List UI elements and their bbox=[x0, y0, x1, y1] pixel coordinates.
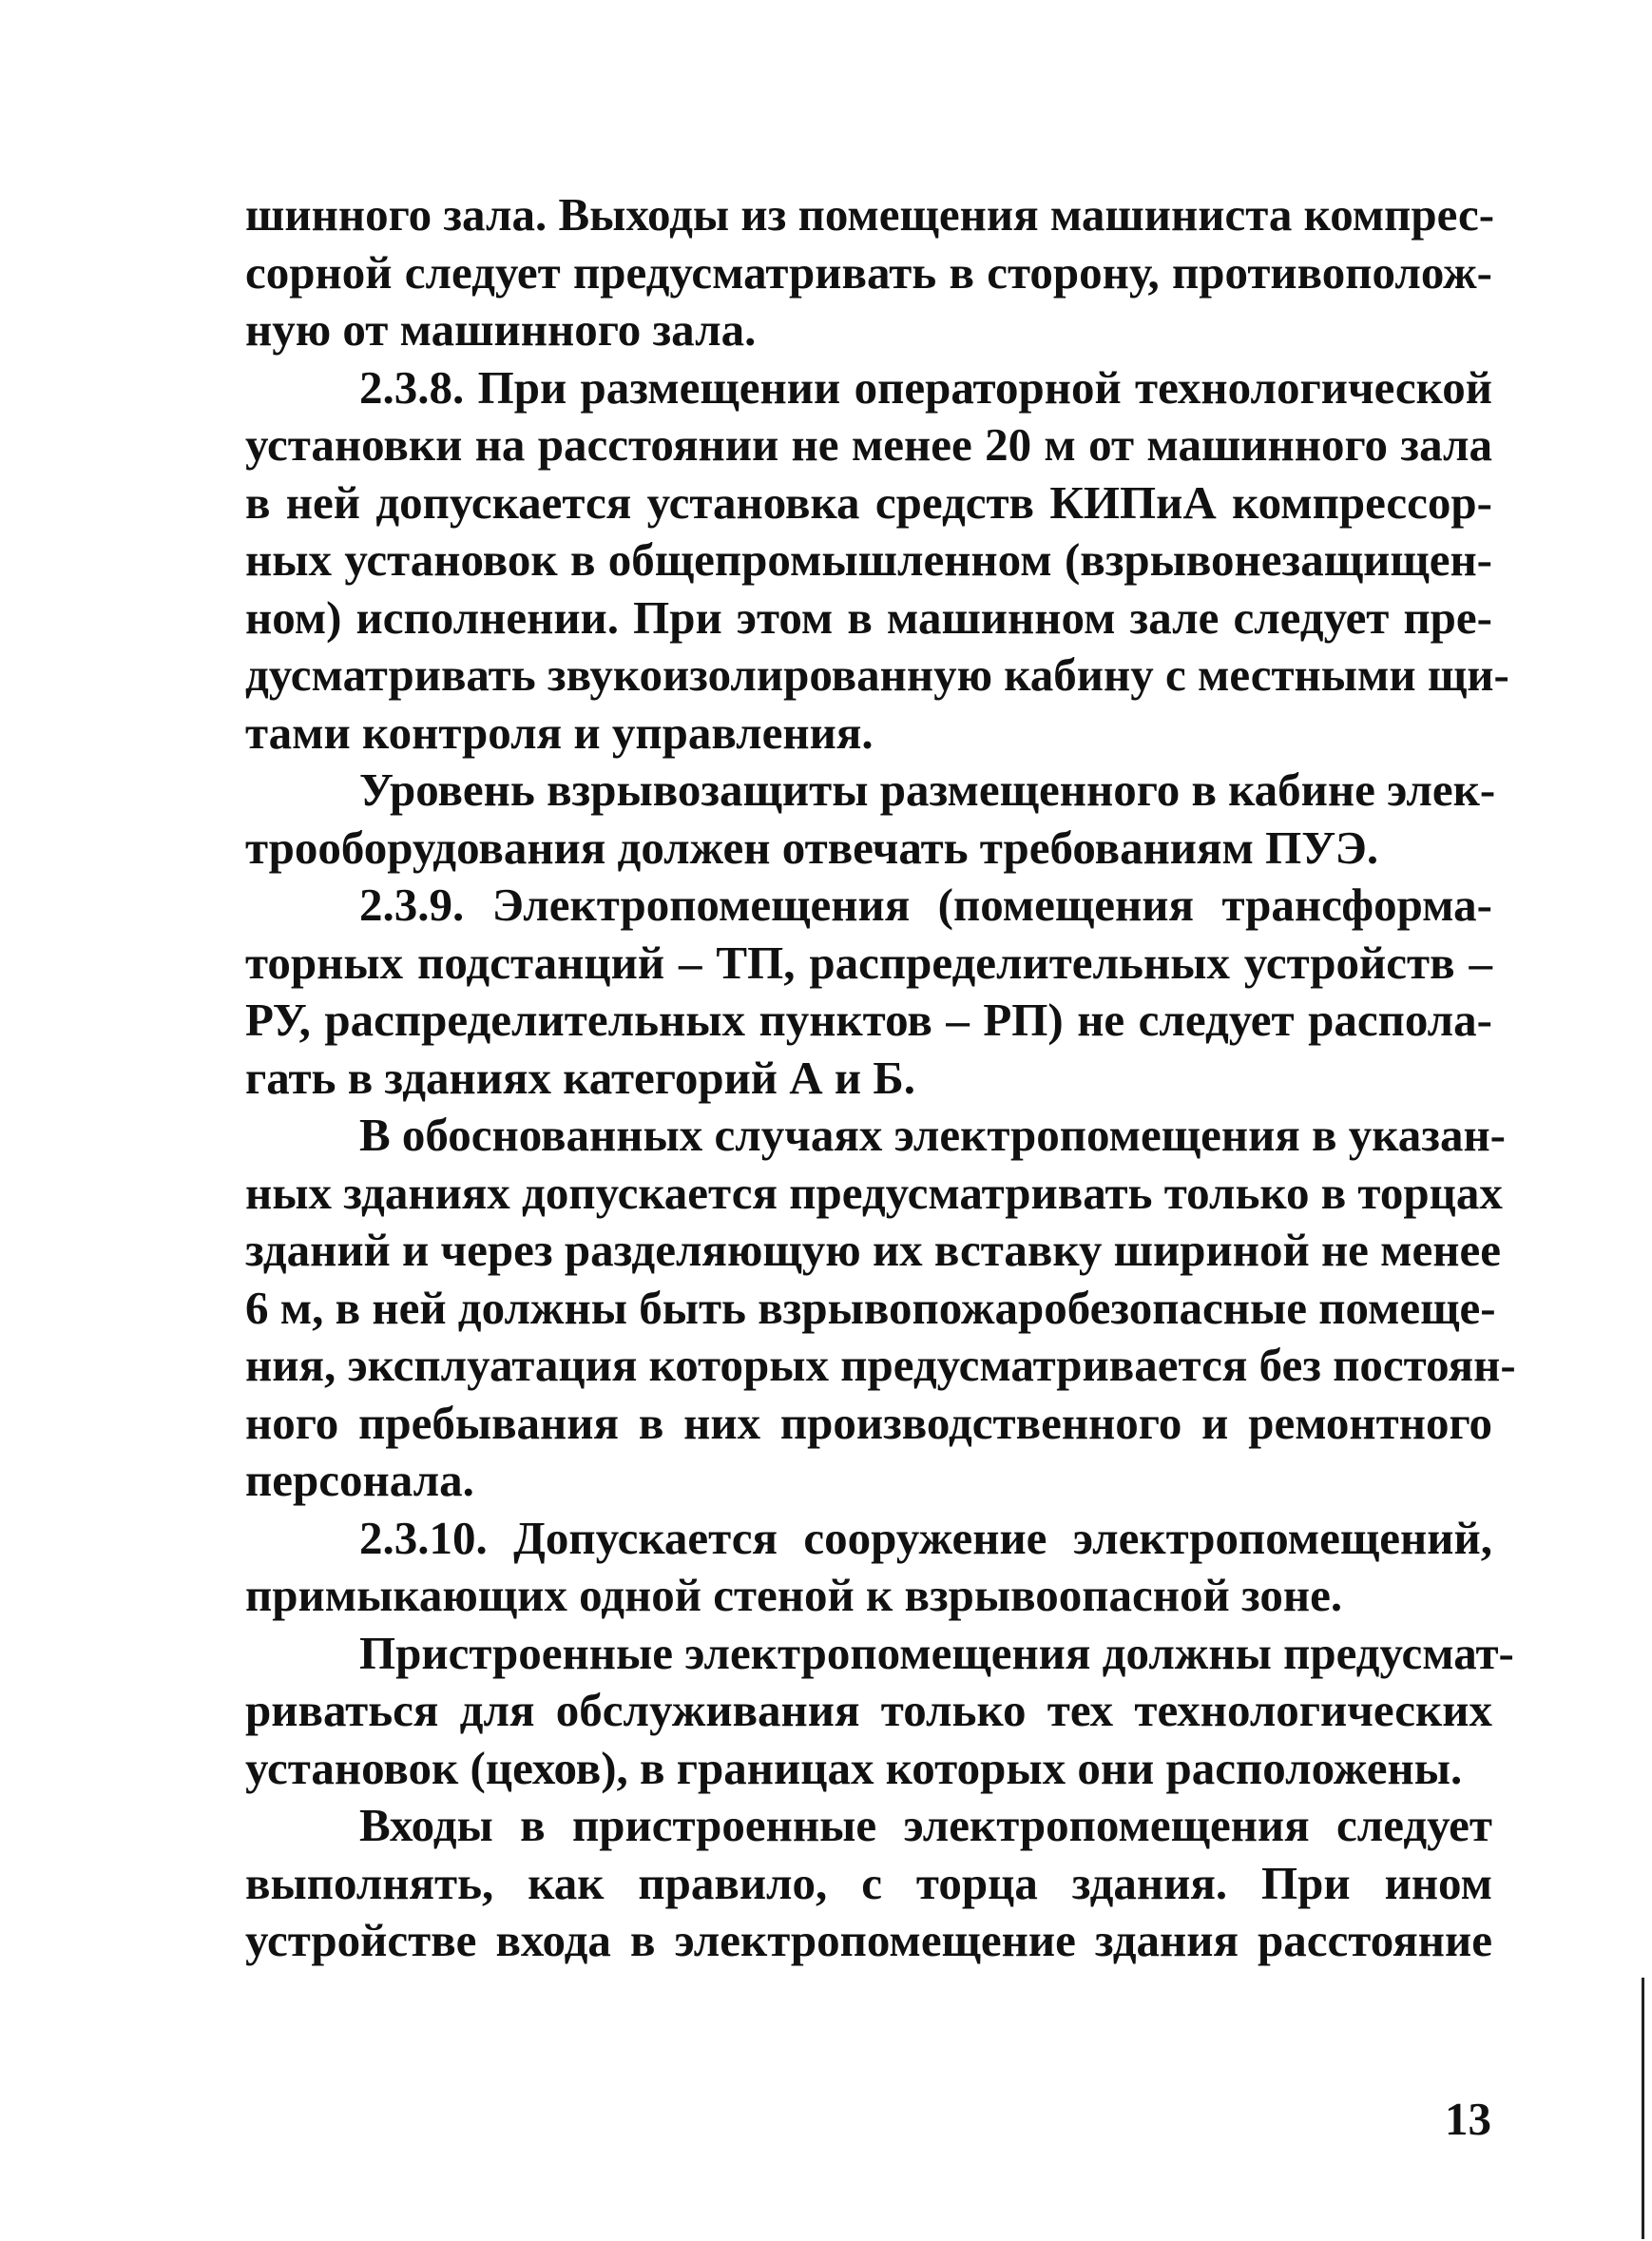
text-line: ных зданиях допускается предусматривать только в торцах bbox=[245, 1166, 1503, 1219]
body-text bbox=[245, 186, 1516, 1970]
scan-edge-mark bbox=[1642, 1978, 1644, 2239]
text-line: ния, эксплуатация которых предусматривается без постоян- bbox=[245, 1339, 1516, 1391]
text-line: Уровень взрывозащиты размещенного в кабине элек- bbox=[359, 763, 1496, 816]
text-line: 2.3.10. Допускается сооружение электропомещений, bbox=[359, 1511, 1492, 1564]
text-line: 2.3.9. Электропомещения (помещения трансформа- bbox=[359, 879, 1492, 931]
text-line: риваться для обслуживания только тех технологических bbox=[245, 1684, 1492, 1736]
text-line: В обоснованных случаях электропомещения в указан- bbox=[359, 1109, 1507, 1161]
text-line: сорной следует предусматривать в сторону, противополож- bbox=[245, 245, 1492, 299]
text-line: шинного зала. Выходы из помещения машиниста компрес- bbox=[245, 188, 1495, 241]
text-line: ном) исполнении. При этом в машинном зале следует пре- bbox=[245, 590, 1492, 644]
text-line: установки на расстоянии не менее 20 м от машинного зала bbox=[245, 418, 1492, 471]
page-number: 13 bbox=[1445, 2093, 1491, 2145]
text-line: устройстве входа в электропомещение здания расстояние bbox=[245, 1914, 1492, 1966]
text-line: дусматривать звукоизолированную кабину с местными щи- bbox=[245, 648, 1509, 701]
text-line: 2.3.8. При размещении операторной технологической bbox=[359, 360, 1492, 414]
text-line: зданий и через разделяющую их вставку шириной не менее bbox=[245, 1224, 1502, 1276]
text-line: РУ, распределительных пунктов – РП) не следует распола- bbox=[245, 994, 1492, 1046]
text-line: выполнять, как правило, с торца здания. При ином bbox=[245, 1856, 1492, 1909]
text-line: Входы в пристроенные электропомещения следует bbox=[359, 1799, 1492, 1851]
text-line: 6 м, в ней должны быть взрывопожаробезопасные помеще- bbox=[245, 1281, 1496, 1334]
text-line: примыкающих одной стеной к взрывоопасной зоне. bbox=[245, 1569, 1343, 1621]
text-line: установок (цехов), в границах которых они расположены. bbox=[245, 1741, 1463, 1794]
text-line: гать в зданиях категорий А и Б. bbox=[245, 1051, 916, 1104]
text-line: тами контроля и управления. bbox=[245, 705, 874, 759]
text-line: торных подстанций – ТП, распределительных устройств – bbox=[245, 936, 1492, 989]
text-line: ных установок в общепромышленном (взрывонезащищен- bbox=[245, 533, 1492, 586]
text-line: ную от машинного зала. bbox=[245, 303, 757, 356]
text-line: в ней допускается установка средств КИПиА компрессор- bbox=[245, 475, 1492, 529]
text-line: персонала. bbox=[245, 1454, 474, 1506]
text-line: Пристроенные электропомещения должны предусмат- bbox=[359, 1626, 1514, 1679]
text-line: трооборудования должен отвечать требованиям ПУЭ. bbox=[245, 821, 1379, 874]
text-line: ного пребывания в них производственного и ремонтного bbox=[245, 1396, 1492, 1449]
